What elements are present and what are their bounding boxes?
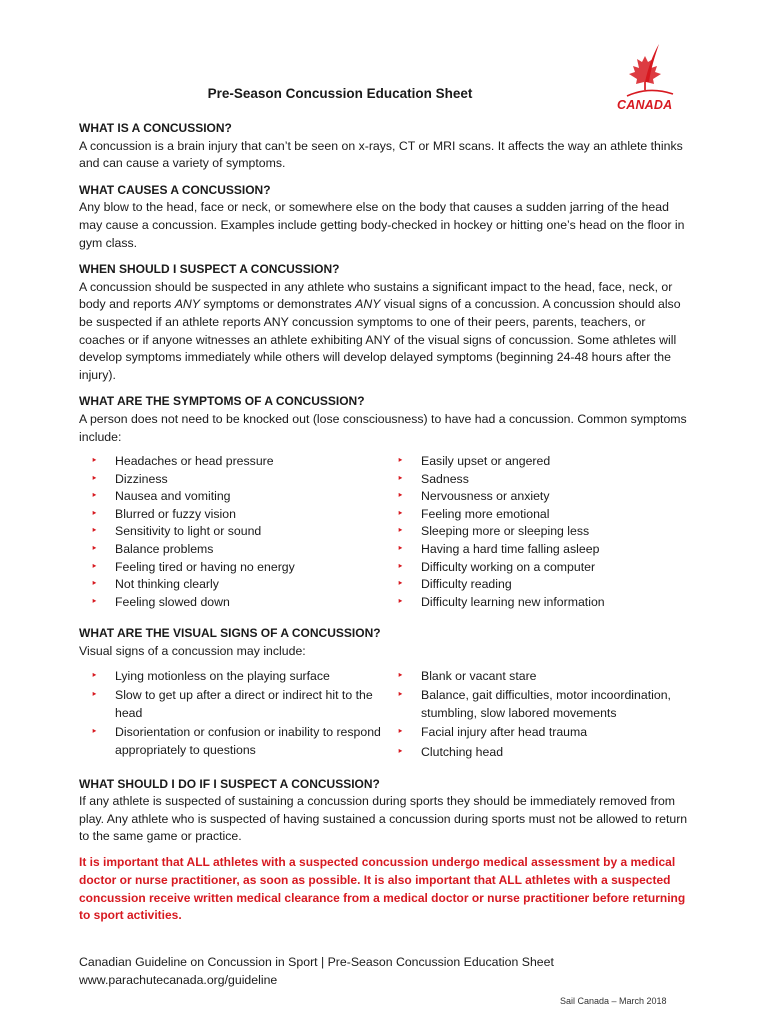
list-item: ‣ Lying motionless on the playing surface (91, 668, 385, 686)
list-item: ‣ Headaches or head pressure (91, 453, 385, 471)
page-title: Pre-Season Concussion Education Sheet (207, 86, 473, 101)
list-item: ‣ Slow to get up after a direct or indirect hit to the head (91, 687, 385, 722)
emphasis-any: ANY (355, 297, 381, 312)
symptom-list-right (385, 453, 691, 611)
section-symptoms (79, 393, 691, 611)
list-item: ‣ Clutching head (397, 744, 691, 762)
section-heading: WHAT ARE THE VISUAL SIGNS OF A CONCUSSION? (79, 626, 381, 641)
visual-list-right (385, 668, 691, 764)
list-item: ‣ Disorientation or confusion or inability to respond appropriately to questions (91, 724, 385, 759)
list-item: ‣ Sensitivity to light or sound (91, 523, 385, 541)
list-item: ‣ Nervousness or anxiety (397, 488, 691, 506)
date-stamp: Sail Canada – March 2018 (560, 996, 667, 1006)
section-visual (79, 625, 691, 763)
visual-list-left (79, 668, 385, 764)
text-part: A concussion should be suspected in any athlete who sustains a significant impact to the head, face, neck, or body and reports (79, 279, 673, 312)
footer (79, 954, 554, 989)
logo-wordmark: CANADA (617, 98, 673, 112)
section-text: A person does not need to be knocked out (lose consciousness) to have had a concussion. Common symptoms include: (79, 411, 687, 444)
section-text: Visual signs of a concussion may include: (79, 644, 306, 659)
list-item: ‣ Dizziness (91, 471, 385, 489)
list-item: ‣ Sadness (397, 471, 691, 489)
list-item: ‣ Feeling more emotional (397, 506, 691, 524)
text-part: visual signs of a concussion. A concussion should also be suspected if an athlete reports ANY concussion symptoms to one of their peers, parents, teachers, or coaches or if anyone witnesses an athlete exhibiting ANY of the visual signs of concussion. Some athletes will develop symptoms immediately while others will develop delayed symptoms (beginning 24-48 hours after the injury). (79, 297, 681, 382)
section-text: A concussion is a brain injury that can’t be seen on x-rays, CT or MRI scans. It affects the way an athlete thinks and can cause a variety of symptoms. (79, 138, 683, 171)
text-part: symptoms or demonstrates (200, 297, 356, 312)
section-heading: WHAT SHOULD I DO IF I SUSPECT A CONCUSSION? (79, 776, 380, 791)
list-item: ‣ Sleeping more or sleeping less (397, 523, 691, 541)
list-item: ‣ Balance, gait difficulties, motor incoordination, stumbling, slow labored movements (397, 687, 691, 722)
section-text: Any blow to the head, face or neck, or somewhere else on the body that causes a sudden jarring of the head may cause a concussion. Examples include getting body-checked in hockey or hitting one’s head on the floor in gym class. (79, 200, 685, 250)
footer-url: www.parachutecanada.org/guideline (79, 972, 278, 987)
symptom-columns (79, 453, 691, 611)
list-item: ‣ Difficulty reading (397, 576, 691, 594)
section-heading: WHAT IS A CONCUSSION? (79, 121, 232, 135)
section-heading: WHEN SHOULD I SUSPECT A CONCUSSION? (79, 262, 340, 277)
list-item: ‣ Difficulty working on a computer (397, 559, 691, 577)
section-what-is (79, 120, 691, 173)
important-notice: It is important that ALL athletes with a suspected concussion undergo medical assessment by a medical doctor or nurse practitioner, as soon as possible. It is also important that ALL athletes with a suspected concussion receive written medical clearance from a medical doctor or nurse practitioner before returning to sport activities. (79, 854, 686, 923)
section-what-to-do (79, 776, 691, 926)
section-causes (79, 182, 691, 252)
list-item: ‣ Blurred or fuzzy vision (91, 506, 385, 524)
list-item: ‣ Having a hard time falling asleep (397, 541, 691, 559)
list-item: ‣ Difficulty learning new information (397, 594, 691, 612)
list-item: ‣ Feeling slowed down (91, 594, 385, 612)
list-item: ‣ Blank or vacant stare (397, 668, 691, 686)
section-heading: WHAT CAUSES A CONCUSSION? (79, 182, 271, 197)
sail-canada-logo (615, 42, 675, 116)
list-item: ‣ Feeling tired or having no energy (91, 559, 385, 577)
list-item: ‣ Facial injury after head trauma (397, 724, 691, 742)
section-text (79, 279, 691, 385)
list-item: ‣ Nausea and vomiting (91, 488, 385, 506)
list-item: ‣ Easily upset or angered (397, 453, 691, 471)
symptom-list-left (79, 453, 385, 611)
section-suspect (79, 261, 691, 384)
document-body (79, 120, 691, 934)
section-heading: WHAT ARE THE SYMPTOMS OF A CONCUSSION? (79, 394, 365, 409)
footer-guideline: Canadian Guideline on Concussion in Sport | Pre-Season Concussion Education Sheet (79, 955, 554, 969)
list-item: ‣ Balance problems (91, 541, 385, 559)
list-item: ‣ Not thinking clearly (91, 576, 385, 594)
emphasis-any: ANY (174, 297, 201, 312)
visual-sign-columns (79, 668, 691, 764)
section-text: If any athlete is suspected of sustaining a concussion during sports they should be immediately removed from play. Any athlete who is suspected of having sustained a concussion during sports must not be allowed to return to the same game or practice. (79, 794, 688, 844)
